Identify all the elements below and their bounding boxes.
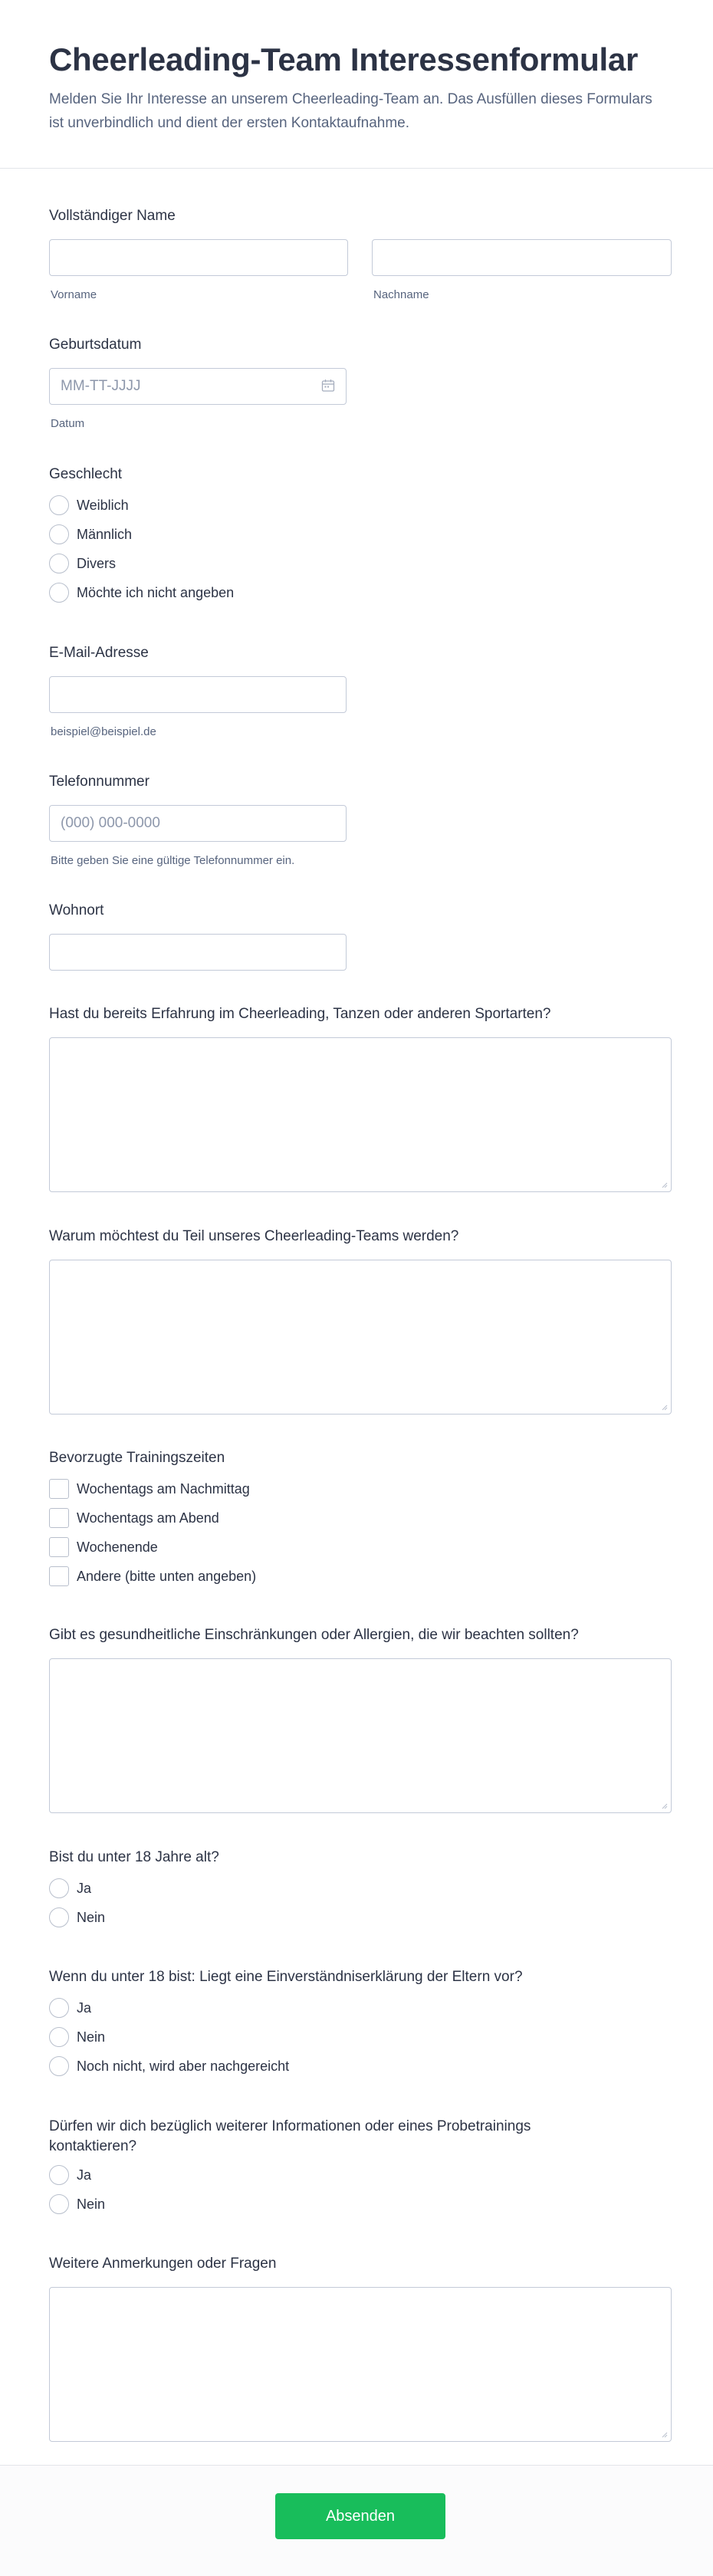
residence-field	[49, 902, 672, 978]
under18-field	[49, 1848, 672, 1933]
radio-button[interactable]	[49, 2165, 69, 2185]
radio-button[interactable]	[49, 2194, 69, 2214]
consent-option[interactable]	[49, 2055, 289, 2077]
last-name-sublabel: Nachname	[373, 288, 429, 301]
first-name-sublabel: Vorname	[51, 288, 97, 301]
consent-option[interactable]	[49, 2026, 105, 2048]
radio-button[interactable]	[49, 495, 69, 515]
contact-label: Dürfen wir dich bezüglich weiterer Informationen oder eines Probetrainings kontaktieren?	[49, 2118, 531, 2154]
experience-label: Hast du bereits Erfahrung im Cheerleading, Tanzen oder anderen Sportarten?	[49, 1006, 551, 1022]
phone-placeholder: (000) 000-0000	[61, 815, 160, 831]
option-label: Andere (bitte unten angeben)	[77, 1568, 257, 1584]
name-label: Vollständiger Name	[49, 208, 176, 224]
training-option[interactable]	[49, 1507, 219, 1529]
submit-button[interactable]: Absenden	[275, 2493, 445, 2539]
motivation-field	[49, 1227, 672, 1419]
residence-label: Wohnort	[49, 902, 104, 918]
motivation-label: Warum möchtest du Teil unseres Cheerleading-Teams werden?	[49, 1228, 459, 1244]
email-sublabel: beispiel@beispiel.de	[51, 725, 156, 738]
option-label: Wochenende	[77, 1539, 158, 1555]
option-label: Nein	[77, 1909, 106, 1925]
consent-field	[49, 1968, 672, 2083]
email-label: E-Mail-Adresse	[49, 645, 149, 661]
radio-button[interactable]	[49, 554, 69, 573]
birthdate-input[interactable]	[49, 368, 347, 405]
checkbox[interactable]	[49, 1566, 69, 1586]
radio-button[interactable]	[49, 583, 69, 603]
contact-option[interactable]	[49, 2193, 105, 2215]
form-footer	[0, 2465, 713, 2576]
remarks-textarea[interactable]	[49, 2287, 672, 2442]
resize-handle-icon[interactable]	[660, 1802, 668, 1809]
training-option[interactable]	[49, 1566, 256, 1587]
gender-field	[49, 465, 672, 611]
name-field	[49, 207, 672, 307]
radio-button[interactable]	[49, 1998, 69, 2018]
checkbox[interactable]	[49, 1479, 69, 1499]
email-field	[49, 644, 672, 744]
resize-handle-icon[interactable]	[660, 1181, 668, 1188]
option-label: Ja	[77, 1880, 92, 1896]
consent-label: Wenn du unter 18 bist: Liegt eine Einverständniserklärung der Eltern vor?	[49, 1969, 523, 1985]
option-label: Noch nicht, wird aber nachgereicht	[77, 2058, 290, 2074]
option-label: Ja	[77, 2167, 92, 2183]
under18-label: Bist du unter 18 Jahre alt?	[49, 1849, 219, 1865]
option-label: Wochentags am Abend	[77, 1510, 219, 1526]
gender-option[interactable]	[49, 582, 234, 603]
birthdate-sublabel: Datum	[51, 417, 85, 430]
training-option[interactable]	[49, 1478, 250, 1500]
option-label: Möchte ich nicht angeben	[77, 584, 235, 600]
option-label: Männlich	[77, 526, 133, 542]
contact-option[interactable]	[49, 2164, 91, 2186]
option-label: Nein	[77, 2196, 106, 2212]
option-label: Ja	[77, 1999, 92, 2016]
radio-button[interactable]	[49, 1907, 69, 1927]
birthdate-label: Geburtsdatum	[49, 337, 142, 353]
training-field	[49, 1449, 672, 1595]
gender-label: Geschlecht	[49, 466, 123, 482]
phone-field	[49, 773, 672, 872]
option-label: Divers	[77, 555, 117, 571]
contact-field	[49, 2117, 672, 2224]
resize-handle-icon[interactable]	[660, 2430, 668, 2438]
birthdate-placeholder: MM-TT-JJJJ	[61, 378, 141, 394]
training-option[interactable]	[49, 1536, 158, 1558]
radio-button[interactable]	[49, 1878, 69, 1898]
remarks-label: Weitere Anmerkungen oder Fragen	[49, 2256, 277, 2272]
last-name-input[interactable]	[372, 239, 672, 276]
form-description: Melden Sie Ihr Interesse an unserem Cheerleading-Team an. Das Ausfüllen dieses Formulars ist unverbindlich und dient der ersten Kontaktaufnahme.	[49, 91, 652, 131]
gender-option[interactable]	[49, 495, 129, 516]
email-input[interactable]	[49, 676, 347, 713]
gender-option[interactable]	[49, 524, 132, 545]
option-label: Nein	[77, 2029, 106, 2045]
gender-option[interactable]	[49, 553, 116, 574]
residence-input[interactable]	[49, 934, 347, 971]
phone-sublabel: Bitte geben Sie eine gültige Telefonnummer ein.	[51, 854, 295, 867]
health-label: Gibt es gesundheitliche Einschränkungen oder Allergien, die wir beachten sollten?	[49, 1627, 579, 1643]
resize-handle-icon[interactable]	[660, 1403, 668, 1411]
first-name-input[interactable]	[49, 239, 348, 276]
remarks-field	[49, 2255, 672, 2446]
form-title: Cheerleading-Team Interessenformular	[49, 41, 638, 77]
health-field	[49, 1626, 672, 1818]
radio-button[interactable]	[49, 524, 69, 544]
under18-option[interactable]	[49, 1907, 105, 1928]
calendar-icon[interactable]	[321, 379, 335, 393]
motivation-textarea[interactable]	[49, 1260, 672, 1414]
checkbox[interactable]	[49, 1537, 69, 1557]
option-label: Weiblich	[77, 497, 129, 513]
health-textarea[interactable]	[49, 1658, 672, 1813]
phone-label: Telefonnummer	[49, 774, 150, 790]
radio-button[interactable]	[49, 2027, 69, 2047]
consent-option[interactable]	[49, 1997, 91, 2019]
under18-option[interactable]	[49, 1878, 91, 1899]
form-header	[0, 0, 713, 169]
training-label: Bevorzugte Trainingszeiten	[49, 1450, 225, 1466]
birthdate-field	[49, 336, 672, 435]
option-label: Wochentags am Nachmittag	[77, 1480, 250, 1497]
experience-textarea[interactable]	[49, 1037, 672, 1192]
phone-input[interactable]	[49, 805, 347, 842]
experience-field	[49, 1005, 672, 1197]
radio-button[interactable]	[49, 2056, 69, 2076]
checkbox[interactable]	[49, 1508, 69, 1528]
